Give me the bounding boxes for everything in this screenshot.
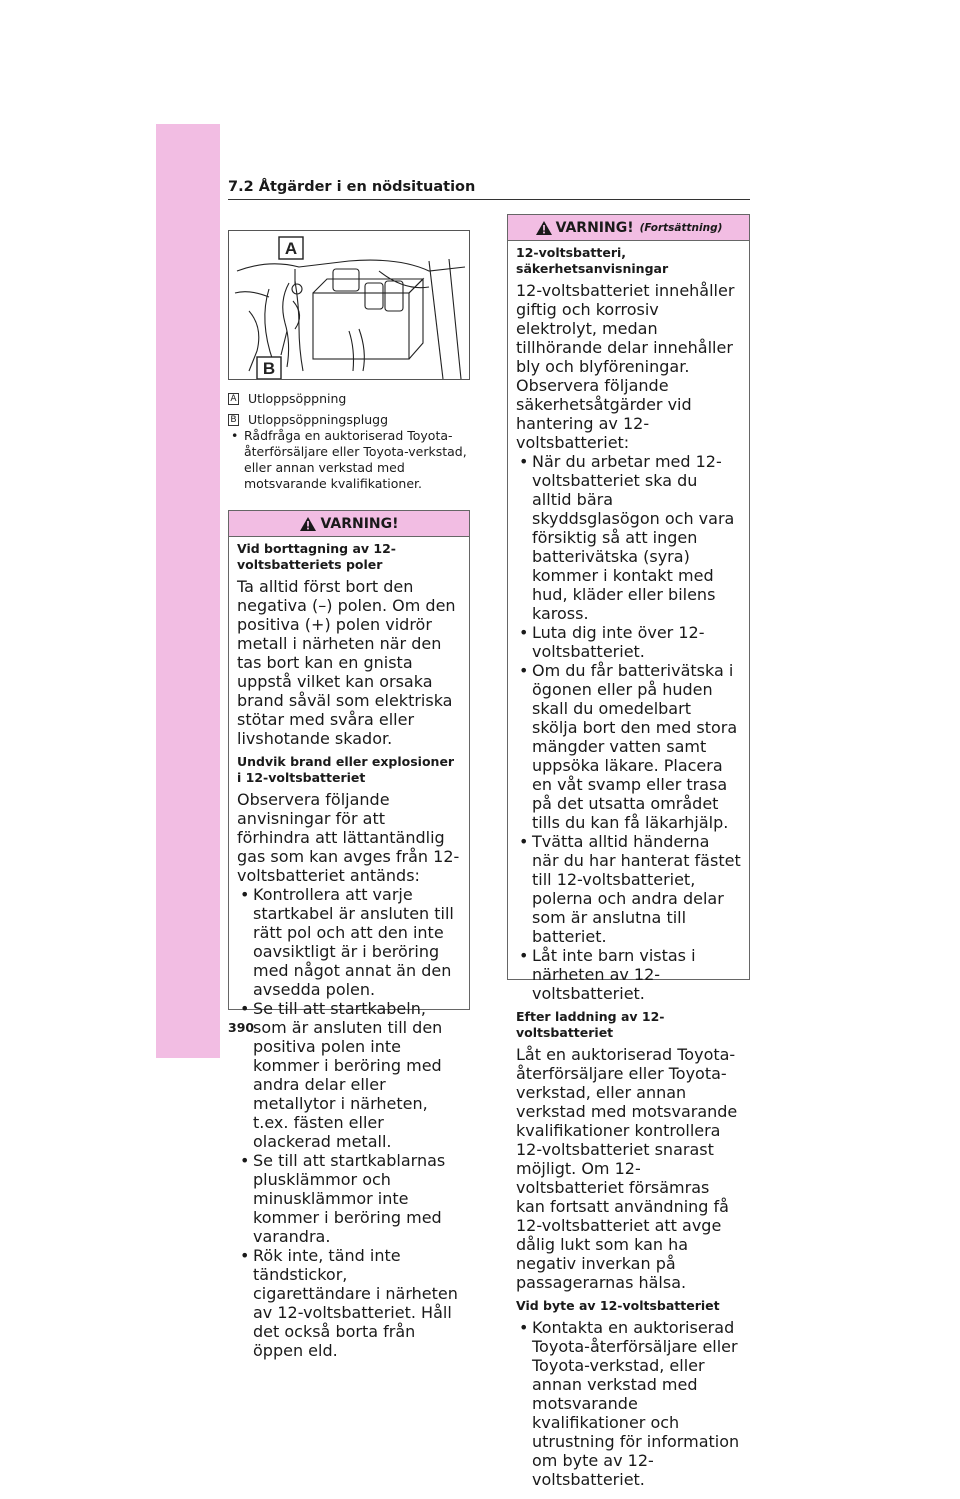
page-number: 390 [228,1020,255,1035]
left-column [228,230,470,492]
note-item: • Rådfråga en auktoriserad Toyota-återförsäljare eller Toyota-verkstad, eller annan verkstad med motsvarande kvalifikationer. [228,428,470,492]
battery-figure [228,230,470,380]
warning-bullet: • Kontakta en auktoriserad Toyota-återförsäljare eller Toyota-verkstad, eller annan verkstad med motsvarande kvalifikationer och utrustning för information om byte av 12-voltsbatteriet. [516,1318,741,1489]
warning-title: VARNING! [320,515,399,532]
warning-heading: 12-voltsbatteri, säkerhetsanvisningar [516,245,669,276]
legend-item-b [228,412,470,428]
warning-heading: Vid borttagning av 12-voltsbatteriets poler [237,541,396,572]
warning-bullet: • Kontrollera att varje startkabel är ansluten till rätt pol och att den inte oavsiktligt är i beröring med något annat än den avsedda polen. [237,885,461,999]
svg-text:B: B [262,359,276,378]
warning-bullet: • Luta dig inte över 12-voltsbatteriet. [516,623,741,661]
warning-bullet: • Se till att startkablarnas plusklämmor och minusklämmor inte kommer i beröring med varandra. [237,1151,461,1246]
warning-bullet: • Rök inte, tänd inte tändstickor, cigarettändare i närheten av 12-voltsbatteriet. Håll det också borta från öppen eld. [237,1246,461,1360]
battery-illustration [229,231,469,379]
warning-header [229,511,469,537]
page-header [228,178,750,200]
warning-bullet: • Om du får batterivätska i ögonen eller på huden skall du omedelbart skölja bort den med stora mängder vatten samt uppsöka läkare. Placera en våt svamp eller trasa på det utsatta området tills du kan få läkarhjälp. [516,661,741,832]
warning-paragraph: Observera följande anvisningar för att förhindra att lättantändlig gas som kan avges från 12-voltsbatteriet antänds: [237,790,460,885]
warning-bullet: • Se till att startkabeln, som är ansluten till den positiva polen inte kommer i beröring med andra delar eller metallytor i närheten, t.ex. fästen eller olackerad metall. [237,999,461,1151]
warning-triangle-icon [299,516,317,532]
legend-badge-b: B [228,414,239,426]
warning-box-right [507,214,750,1489]
figure-legend [228,391,470,428]
warning-header [508,215,749,241]
notes-list [228,428,470,492]
warning-bullet: • När du arbetar med 12-voltsbatteriet ska du alltid bära skyddsglasögon och vara försiktig så att ingen batterivätska (syra) kommer i kontakt med hud, kläder eller bilens kaross. [516,452,741,623]
warning-title: VARNING! [555,219,634,236]
warning-paragraph: Ta alltid först bort den negativa (–) polen. Om den positiva (+) polen vidrör metall i närheten när den tas bort kan en gnista uppstå vilket kan orsaka brand såväl som elektriska stötar med svåra eller livshotande skador. [237,577,456,748]
warning-body [508,241,749,1499]
warning-heading: Vid byte av 12-voltsbatteriet [516,1298,720,1313]
callout-a [279,237,303,259]
warning-paragraph: Låt en auktoriserad Toyota-återförsäljare eller Toyota-verkstad, eller annan verkstad med motsvarande kvalifikationer kontrollera 12-voltsbatteriet snarast möjligt. Om 12-voltsbatteriet försämras kan fortsatt användning få 12-voltsbatteriet att avge dålig lukt som kan ha negativ inverkan på passagerarnas hälsa. [516,1045,738,1292]
section-title: 7.2 Åtgärder i en nödsituation [228,179,476,195]
legend-label-a: Utloppsöppning [248,391,347,406]
warning-heading: Undvik brand eller explosioner i 12-voltsbatteriet [237,754,455,785]
legend-item-a [228,391,470,407]
legend-label-b: Utloppsöppningsplugg [248,412,389,427]
warning-bullets [237,885,461,1360]
warning-triangle-icon [535,220,553,236]
warning-paragraph: 12-voltsbatteriet innehåller giftig och korrosiv elektrolyt, medan tillhörande delar innehåller bly och blyföreningar. Observera följande säkerhetsåtgärder vid hantering av 12-voltsbatteriet: [516,281,735,452]
warning-heading: Efter laddning av 12-voltsbatteriet [516,1009,665,1040]
warning-body [229,537,469,1370]
warning-bullet: • Låt inte barn vistas i närheten av 12-voltsbatteriet. [516,946,741,1003]
svg-text:A: A [284,239,298,258]
callout-b [257,357,281,379]
warning-bullets [516,1318,741,1489]
header-rule [228,199,750,200]
warning-bullet: • Tvätta alltid händerna när du har hanterat fästet till 12-voltsbatteriet, polerna och andra delar som är anslutna till batteriet. [516,832,741,946]
warning-bullets [516,452,741,1003]
section-tab-band [156,124,220,1058]
continued-label: (Fortsättning) [639,221,723,234]
legend-badge-a: A [228,393,239,405]
